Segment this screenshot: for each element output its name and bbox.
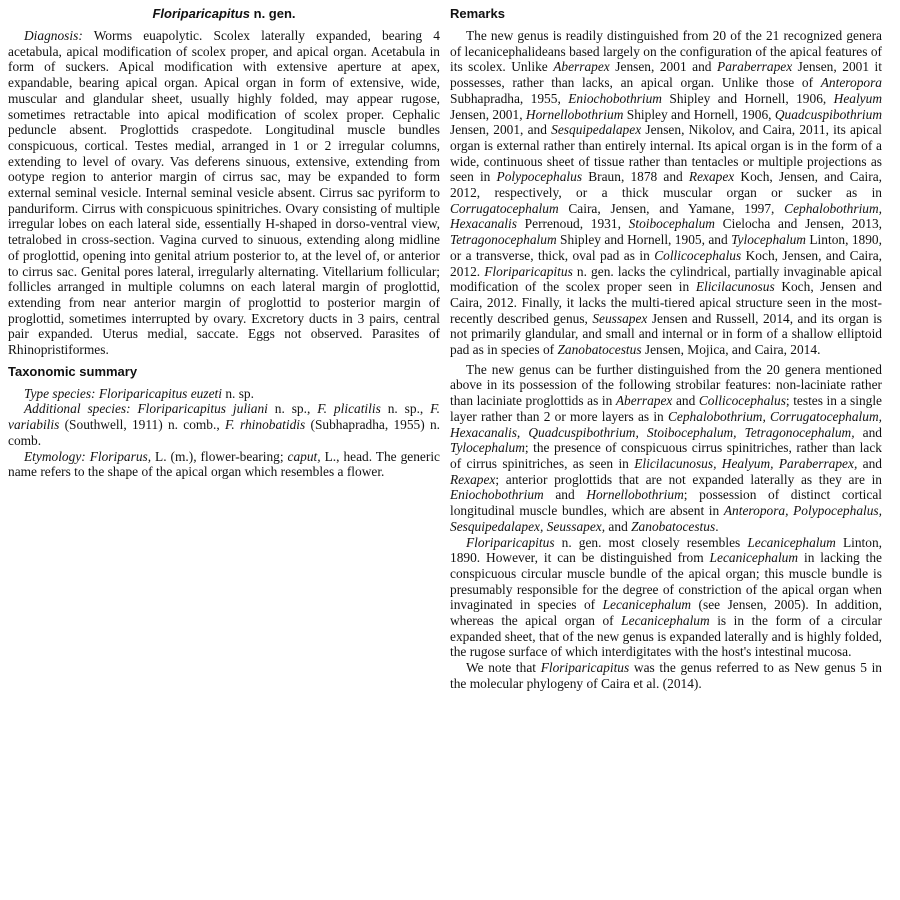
italic-term: Lecanicephalum	[747, 534, 836, 550]
italic-term: Seussapex	[592, 310, 648, 326]
text-run: Perrenoud, 1931,	[516, 216, 629, 232]
italic-term: Type species: Floriparicapitus euzeti	[24, 385, 222, 401]
text-run: and	[605, 518, 632, 534]
italic-term: Diagnosis:	[24, 28, 83, 43]
text-run: n. gen. most closely resembles	[554, 534, 748, 550]
italic-term: Aberrapex	[615, 393, 673, 409]
italic-term: Zanobatocestus	[631, 518, 716, 534]
italic-term: Cephalobothrium, Hexacanalis	[450, 200, 882, 232]
type-species-paragraph	[8, 386, 440, 402]
text-run: and	[672, 393, 699, 409]
italic-term: Corrugatocephalum	[450, 200, 559, 216]
text-run: Jensen and Russell, 2014, and its organ is not primarily glandular, and small and internal or in form of a shallow elliptoid pad as in species of	[450, 310, 883, 358]
italic-term: Hornellobothrium	[525, 106, 624, 122]
text-run: (Southwell, 1911) n. comb.,	[59, 417, 225, 433]
italic-term: Eniochobothrium	[568, 90, 662, 106]
italic-term: Stoibocephalum	[628, 216, 715, 232]
text-run: n. sp.,	[380, 401, 431, 417]
additional-species-paragraph	[8, 401, 440, 448]
italic-term: Lecanicephalum	[621, 613, 710, 629]
italic-term: Tylocephalum	[450, 440, 525, 456]
text-run: We note that	[466, 660, 541, 676]
text-run: Subhapradha, 1955,	[450, 90, 569, 106]
italic-term: F. rhinobatidis	[224, 417, 306, 433]
italic-term: Elicilacunosus, Healyum, Paraberrapex,	[634, 455, 858, 471]
remarks-heading: Remarks	[450, 6, 505, 21]
text-run: Jensen, Nikolov, and Caira, 2011, its apical organ is external rather than entirely internal. Its apical organ is in the form of a wide, continuous sheet of tissue rather than tentacles or multiple projections as seen in	[450, 122, 882, 185]
italic-term: Tetragonocephalum	[450, 232, 557, 248]
text-run: .	[715, 518, 719, 534]
italic-term: Eniochobothrium	[450, 487, 544, 503]
italic-term: F. variabilis	[8, 401, 440, 433]
text-run: n. gen. lacks the cylindrical, partially invaginable apical modification of the scolex proper seen in	[450, 263, 882, 295]
italic-term: Floriparicapitus	[484, 263, 573, 279]
text-run: L. (m.), flower-bearing;	[151, 448, 288, 464]
text-run: n. sp.,	[267, 401, 318, 417]
italic-term: Rexapex	[688, 169, 735, 185]
text-run: and	[543, 487, 587, 503]
text-run: Koch, Jensen, and Caira, 2012.	[450, 247, 882, 279]
italic-term: Lecanicephalum	[602, 597, 692, 613]
text-run: Linton, 1890. However, it can be distinguished from	[450, 534, 883, 566]
italic-term: F. plicatilis	[317, 401, 381, 417]
text-run: ; possession of distinct cortical longitudinal muscle bundles, which are absent in	[450, 487, 882, 519]
genus-heading-suffix: n. gen.	[250, 6, 296, 21]
italic-term: Rexapex	[450, 471, 496, 487]
italic-term: Polypocephalus	[496, 169, 583, 185]
remarks-paragraph-1	[450, 28, 882, 358]
text-run: Koch, Jensen and Caira, 2012. Finally, it lacks the multi-tiered apical structure seen in the most-recently described genus,	[450, 279, 882, 326]
text-run: Worms euapolytic. Scolex laterally expanded, bearing 4 acetabula, apical modification of scolex proper, and apical organ. Acetabula in form of suckers. Apical modification with extensive aperture at apex, expandable, bearing apical organ. Apical organ in form of extensive, wide, muscular and glandular sheet, usually highly folded, may appear rugose, sometimes retractable into apical modification of scolex proper. Cephalic peduncle absent. Proglottids craspedote. Longitudinal muscle bundles conspicuous, cortical. Testes medial, arranged in 1 or 2 irregular columns, extending to level of ovary. Vas deferens sinuous, extensive, extending from ootype region to anterior margin of cirrus sac, may be expanded to form external seminal vesicle. Internal seminal vesicle absent. Cirrus sac pyriform to panduriform. Cirrus with conspicuous spinitriches. Ovary consisting of multiple irregular lobes on each lateral side, essentially H-shaped in dorso-ventral view, tetralobed in cross-section. Vagina curved to sinuous, extending along midline of proglottid, opening into genital atrium posterior to, at the level of, or anterior to cirrus sac. Genital pores lateral, irregularly alternating. Vitellarium follicular; follicles arranged in multiple columns on each lateral margin of proglottid, extending from near anterior margin of proglottid to posterior margin of proglottid, sometimes interrupted by ovary. Excretory ducts in 3 pairs, central pair expanded. Uterus medial, saccate. Eggs not observed. Parasites of Rhinopristiformes.	[8, 28, 440, 358]
text-run: ; anterior proglottids that are not expanded laterally as they are in	[495, 471, 882, 487]
text-run: Shipley and Hornell, 1906,	[623, 106, 775, 122]
text-run: Cielocha and Jensen, 2013,	[714, 216, 882, 232]
text-run: Shipley and Hornell, 1906,	[661, 90, 834, 106]
italic-term: Lecanicephalum	[709, 550, 799, 566]
italic-term: Tylocephalum	[731, 232, 806, 248]
text-run: and	[857, 455, 882, 471]
remarks-paragraph-4	[450, 660, 882, 691]
genus-heading	[8, 6, 440, 22]
genus-heading-name: Floriparicapitus	[152, 6, 251, 21]
text-run: Linton, 1890, or a transverse, thick, oval pad as in	[450, 232, 882, 263]
right-column	[450, 6, 882, 692]
italic-term: Quadcuspibothrium	[774, 106, 883, 122]
italic-term: Aberrapex	[553, 59, 610, 75]
text-run: Jensen, 2001, and	[450, 122, 552, 138]
diagnosis-paragraph	[8, 28, 440, 358]
text-run: Koch, Jensen, and Caira, 2012, respectively, or a thick muscular organ or sucker as in	[450, 169, 882, 201]
italic-term: Healyum	[833, 90, 882, 106]
text-run: n. sp.	[221, 385, 254, 401]
italic-term: Anteropora	[820, 75, 882, 91]
text-run: and	[854, 424, 883, 440]
text-run: The new genus can be further distinguished from the 20 genera mentioned above in its possession of the following strobilar features: non-laciniate rather than laciniate proglottids as in	[450, 361, 882, 409]
italic-term: Additional species: Floriparicapitus juliani	[24, 401, 268, 417]
italic-term: Floriparicapitus	[540, 660, 630, 676]
taxonomic-summary-heading: Taxonomic summary	[8, 363, 138, 379]
italic-term: Collicocephalus	[698, 393, 786, 409]
text-run: Braun, 1878 and	[582, 169, 689, 185]
text-run: (see Jensen, 2005). In addition, whereas the apical organ of	[450, 597, 882, 629]
italic-term: Hornellobothrium	[586, 487, 684, 503]
text-run: Jensen, 2001 it possesses, rather than lacks, an apical organ. Unlike those of	[450, 59, 882, 91]
text-run: is in the form of a circular expanded sheet, that of the new genus is expanded laterally and is highly folded, the rugose surface of which interdigitates with the host's intestinal mucosa.	[450, 613, 882, 660]
italic-term: Etymology: Floriparus,	[24, 448, 152, 464]
text-run: in lacking the conspicuous circular muscle bundle of the apical organ; this muscle bundle is presumably responsible for the degree of constriction of the apical organ when invaginated in species of	[450, 550, 882, 613]
text-run: Caira, Jensen, and Yamane, 1997,	[558, 200, 785, 216]
italic-term: Paraberrapex	[717, 59, 793, 75]
italic-term: Sesquipedalapex	[551, 122, 642, 138]
text-run: Jensen, 2001,	[450, 106, 526, 122]
italic-term: Floriparicapitus	[466, 534, 555, 550]
etymology-paragraph	[8, 449, 440, 480]
italic-term: Elicilacunosus	[695, 279, 775, 295]
text-run: ; the presence of conspicuous cirrus spinitriches, rather than lack of cirrus spinitriches, as seen in	[450, 440, 882, 471]
remarks-paragraph-2	[450, 362, 882, 535]
italic-term: caput,	[287, 448, 321, 464]
text-run: The new genus is readily distinguished from 20 of the 21 recognized genera of lecanicephalideans based largely on the configuration of the apical features of its scolex. Unlike	[450, 28, 882, 75]
italic-term: Zanobatocestus	[557, 342, 642, 358]
text-run: Jensen, 2001 and	[609, 59, 718, 75]
italic-term: Cephalobothrium, Corrugatocephalum, Hexacanalis, Quadcuspibothrium, Stoibocephalum, Tetragonocephalum,	[450, 408, 882, 440]
left-column	[8, 6, 440, 480]
italic-term: Collicocephalus	[654, 247, 742, 263]
text-run: was the genus referred to as New genus 5 in the molecular phylogeny of Caira et al. (2014).	[450, 660, 883, 691]
italic-term: Anteropora, Polypocephalus, Sesquipedalapex, Seussapex,	[450, 503, 882, 534]
text-run: Shipley and Hornell, 1905, and	[556, 232, 732, 248]
text-run: ; testes in a single layer rather than 2 or more layers as in	[450, 393, 882, 424]
text-run: L., head. The generic name refers to the shape of the apical organ which resembles a flower.	[8, 448, 440, 480]
text-run: (Subhapradha, 1955) n. comb.	[8, 417, 441, 448]
text-run: Jensen, Mojica, and Caira, 2014.	[641, 342, 821, 358]
remarks-paragraph-3	[450, 535, 882, 661]
